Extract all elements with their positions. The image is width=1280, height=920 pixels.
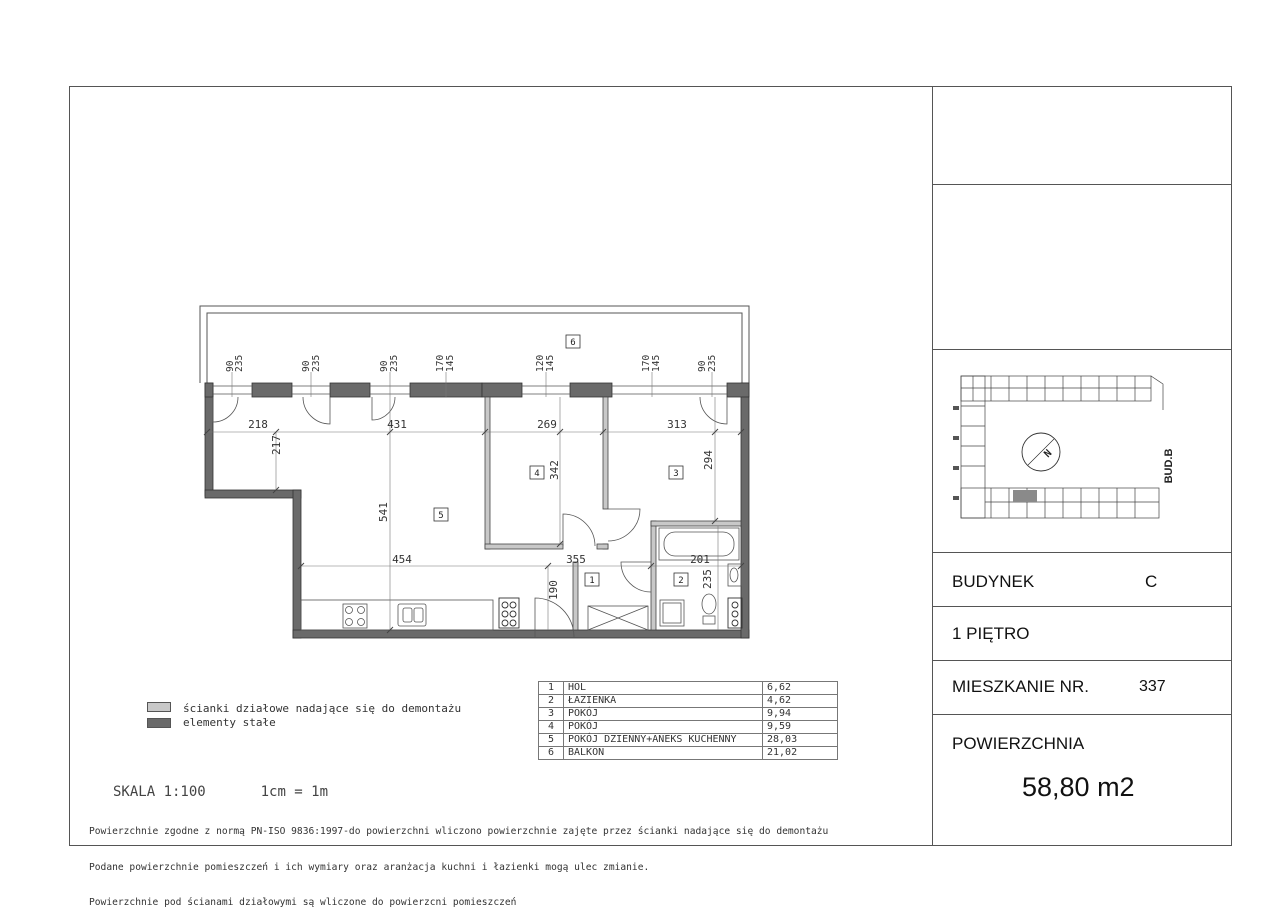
svg-text:1: 1	[589, 576, 595, 586]
room-num: 6	[539, 747, 564, 760]
svg-text:6: 6	[570, 338, 576, 348]
title-block	[932, 86, 1232, 846]
toilet	[660, 594, 716, 626]
dim-218: 218	[248, 418, 268, 431]
win-dim: 170	[435, 354, 446, 372]
floor-label: 1 PIĘTRO	[952, 624, 1030, 643]
kitchen	[301, 600, 493, 630]
win-dim: 145	[445, 354, 456, 372]
svg-text:4: 4	[534, 469, 540, 479]
room-area: 9,94	[763, 708, 838, 721]
room-row	[539, 695, 838, 708]
room-area: 4,62	[763, 695, 838, 708]
balcony	[200, 306, 749, 383]
room-tag-4	[530, 466, 544, 479]
scale-value: SKALA 1:100	[113, 784, 206, 800]
dim-454: 454	[392, 553, 412, 566]
win-dim: 235	[234, 354, 245, 372]
svg-text:2: 2	[678, 576, 684, 586]
room-tag-3	[669, 466, 683, 479]
win-dim: 145	[545, 354, 556, 372]
area-value: 58,80 m2	[1022, 772, 1135, 802]
room-tag-1	[585, 573, 599, 586]
radiator-right	[728, 598, 742, 628]
building-value: C	[1145, 572, 1158, 591]
compass-icon	[1022, 433, 1060, 471]
room-row	[539, 747, 838, 760]
room-name: POKÓJ	[564, 708, 763, 721]
win-dim: 235	[311, 354, 322, 372]
dim-541: 541	[377, 502, 390, 522]
win-dim: 90	[301, 360, 312, 372]
room-name: POKÓJ DZIENNY+ANEKS KUCHENNY	[564, 734, 763, 747]
note-line: Powierzchnie zgodne z normą PN-ISO 9836:1997-do powierzchni wliczono powierzchnie zajęte przez ścianki nadające się do demontażu	[89, 826, 829, 838]
win-dim: 120	[535, 354, 546, 372]
room-area: 21,02	[763, 747, 838, 760]
svg-text:3: 3	[673, 469, 679, 479]
room-name: HOL	[564, 682, 763, 695]
dim-201: 201	[690, 553, 710, 566]
rooms-table	[538, 681, 838, 760]
apartment-label: MIESZKANIE NR.	[952, 677, 1089, 696]
room-name: ŁAZIENKA	[564, 695, 763, 708]
scale-label	[113, 784, 328, 800]
win-dim: 235	[389, 354, 400, 372]
win-dim: 90	[225, 360, 236, 372]
room-area: 28,03	[763, 734, 838, 747]
win-dim: 170	[641, 354, 652, 372]
legend-swatch-fixed	[147, 718, 171, 728]
dim-342: 342	[548, 460, 561, 480]
win-dim: 90	[697, 360, 708, 372]
room-name: POKÓJ	[564, 721, 763, 734]
legend-demountable: ścianki działowe nadające się do demontażu	[183, 702, 462, 715]
win-dim: 145	[651, 354, 662, 372]
dim-235: 235	[701, 569, 714, 589]
svg-text:5: 5	[438, 511, 444, 521]
legend-swatch-demountable	[147, 702, 171, 712]
room-row	[539, 734, 838, 747]
room-row	[539, 708, 838, 721]
dim-190: 190	[547, 580, 560, 600]
room-tag-2	[674, 573, 688, 586]
apartment-highlight	[1013, 490, 1037, 502]
room-name: BALKON	[564, 747, 763, 760]
wardrobe	[588, 606, 648, 630]
dimension-lines	[204, 397, 744, 633]
room-area: 9,59	[763, 721, 838, 734]
room-num: 4	[539, 721, 564, 734]
dim-217: 217	[270, 435, 283, 455]
room-num: 2	[539, 695, 564, 708]
room-tag-5	[434, 508, 448, 521]
legend-fixed: elementy stałe	[183, 716, 276, 729]
dim-269: 269	[537, 418, 557, 431]
room-row	[539, 682, 838, 695]
room-tag-6	[566, 335, 580, 348]
scale-ratio: 1cm = 1m	[260, 784, 329, 800]
room-area: 6,62	[763, 682, 838, 695]
room-num: 5	[539, 734, 564, 747]
note-line: Podane powierzchnie pomieszczeń i ich wymiary oraz aranżacja kuchni i łazienki mogą ulec zmianie.	[89, 861, 650, 873]
site-plan-building-label: BUD.B	[1163, 448, 1175, 484]
room-num: 3	[539, 708, 564, 721]
building-label: BUDYNEK	[952, 572, 1035, 591]
room-row	[539, 721, 838, 734]
win-dim: 90	[379, 360, 390, 372]
win-dim: 235	[707, 354, 718, 372]
dim-431: 431	[387, 418, 407, 431]
room-num: 1	[539, 682, 564, 695]
dim-313: 313	[667, 418, 687, 431]
area-label: POWIERZCHNIA	[952, 734, 1085, 753]
dim-294: 294	[702, 450, 715, 470]
notes	[89, 803, 828, 920]
note-line: Powierzchnie pod ścianami działowymi są wliczone do powierzcni pomieszczeń	[89, 896, 517, 908]
radiator-left	[499, 598, 519, 628]
apartment-value: 337	[1139, 678, 1166, 695]
site-plan	[939, 366, 1179, 546]
dim-355: 355	[566, 553, 586, 566]
svg-text:N: N	[1042, 447, 1055, 460]
balcony-doors	[213, 397, 727, 424]
